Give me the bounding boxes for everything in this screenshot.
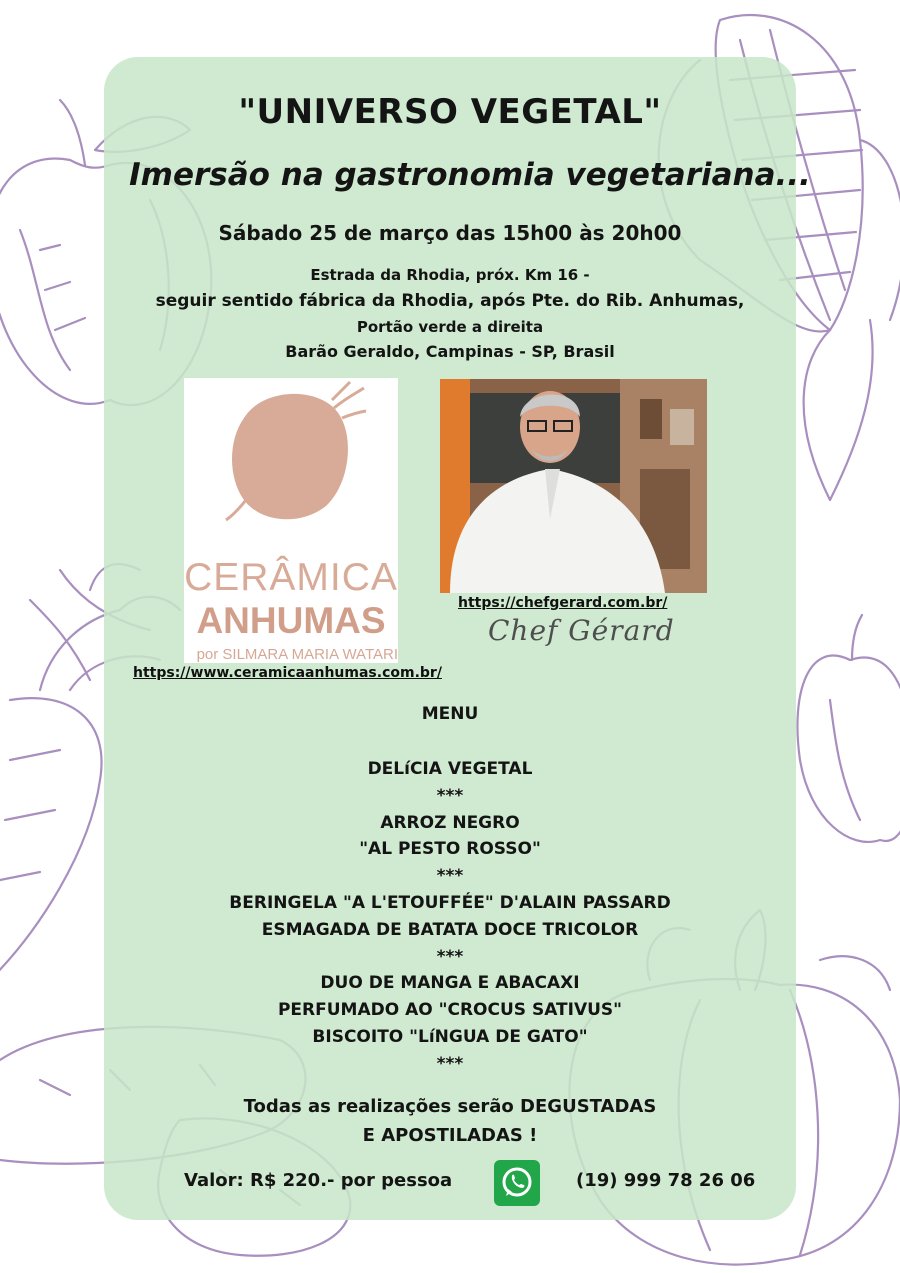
event-title: "UNIVERSO VEGETAL" [238,92,662,132]
address-line-1: Estrada da Rhodia, próx. Km 16 - [310,266,590,284]
chef-signature: Chef Gérard [488,614,675,647]
event-date: Sábado 25 de março das 15h00 às 20h00 [218,221,682,245]
logo-word-ceramica: CERÂMICA [184,556,398,599]
menu-title: MENU [421,704,479,724]
menu-item: PERFUMADO AO "CROCUS SATIVUS" [277,1000,623,1021]
menu-list [104,756,796,1078]
menu-separator: *** [436,1053,464,1074]
logo-word-anhumas: ANHUMAS [196,600,386,641]
menu-separator: *** [436,866,464,887]
tasting-note-line-1: Todas as realizações serão DEGUSTADAS [243,1096,657,1117]
tasting-note-line-2: E APOSTILADAS ! [362,1125,538,1146]
price-label: Valor: R$ 220.- por pessoa [184,1170,453,1191]
chef-photo [440,379,707,593]
menu-item: ARROZ NEGRO [380,812,520,833]
chef-website-link[interactable]: https://chefgerard.com.br/ [458,595,668,611]
logo-subtitle: por SILMARA MARIA WATARI [196,646,398,663]
menu-item: "AL PESTO ROSSO" [359,839,541,860]
whatsapp-icon[interactable] [494,1160,540,1206]
address-line-3: Portão verde a direita [356,318,544,336]
ceramica-website-link[interactable]: https://www.ceramicaanhumas.com.br/ [133,665,442,681]
menu-item: BERINGELA "A L'ETOUFFÉE" D'ALAIN PASSARD [229,892,671,913]
menu-item: DUO DE MANGA E ABACAXI [320,973,580,994]
menu-separator: *** [436,946,464,967]
phone-number[interactable]: (19) 999 78 26 06 [576,1170,756,1191]
ceramica-logo [184,378,398,663]
menu-separator: *** [436,785,464,806]
event-subtitle: Imersão na gastronomia vegetariana... [129,157,811,193]
menu-item: BISCOITO "LíNGUA DE GATO" [312,1026,588,1047]
menu-item: DELíCIA VEGETAL [367,759,533,779]
address-line-2: seguir sentido fábrica da Rhodia, após Pte. do Rib. Anhumas, [155,291,745,311]
logo-brush-circle [216,378,366,538]
menu-item: ESMAGADA DE BATATA DOCE TRICOLOR [261,919,639,940]
address-line-4: Barão Geraldo, Campinas - SP, Brasil [285,342,615,361]
